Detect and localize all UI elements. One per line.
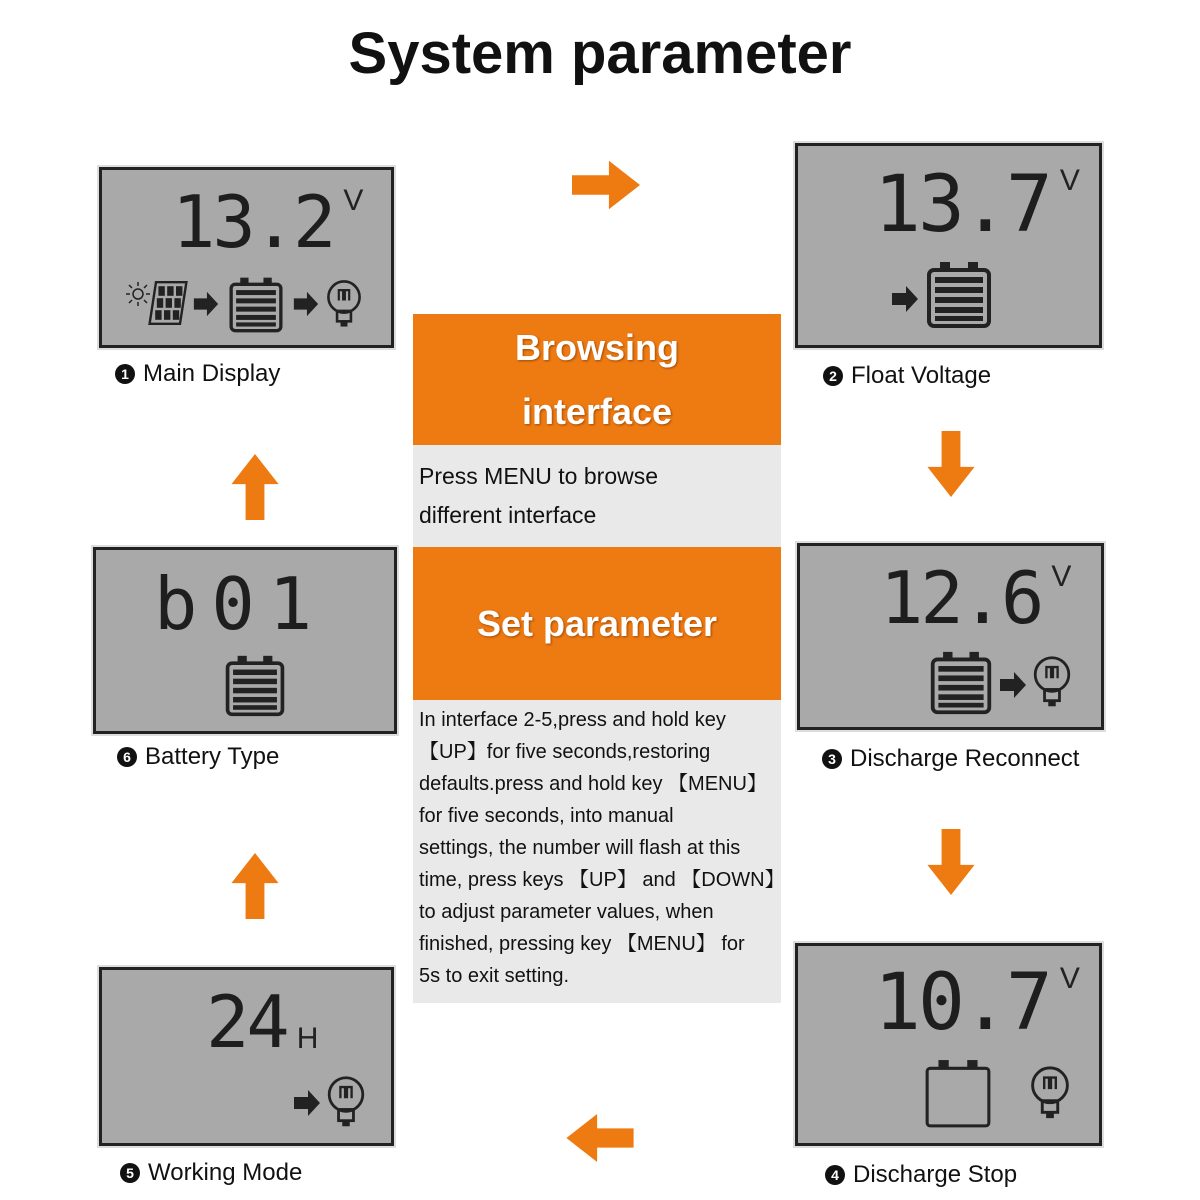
bulb-icon — [1028, 1064, 1072, 1122]
arrow-left-icon — [566, 1114, 634, 1162]
panel-label: Battery Type — [145, 743, 280, 770]
step-number: 5 — [120, 1163, 140, 1183]
lcd-unit: V — [1051, 560, 1072, 593]
lcd-value: b01 — [154, 562, 327, 646]
browsing-text — [413, 445, 781, 547]
step-number: 4 — [825, 1165, 845, 1185]
bulb-icon — [1030, 654, 1074, 710]
arrow-right-icon — [572, 160, 640, 210]
battery-icon — [220, 654, 290, 718]
panel-label: Discharge Stop — [853, 1161, 1018, 1188]
browsing-text-line: Press MENU to browse — [419, 463, 659, 489]
label-main-display — [115, 360, 280, 388]
arrow-down-icon — [927, 431, 975, 497]
lcd-float-voltage — [795, 143, 1102, 348]
lcd-value: 13.2 — [172, 180, 334, 264]
panel-label: Working Mode — [148, 1159, 303, 1186]
panel-label: Discharge Reconnect — [850, 745, 1080, 772]
arrow-down-icon — [927, 829, 975, 895]
instruction-line: defaults.press and hold key 【MENU】 — [419, 773, 767, 795]
lcd-readout — [154, 562, 327, 646]
lcd-readout — [874, 160, 1080, 250]
lcd-value: 10.7 — [874, 958, 1050, 1048]
lcd-unit: H — [296, 1022, 319, 1055]
instruction-line: In interface 2-5,press and hold key — [419, 709, 726, 731]
browsing-text-line: different interface — [419, 502, 597, 528]
arrow-icon — [192, 290, 220, 318]
bulb-icon — [324, 1074, 368, 1130]
bulb-icon — [324, 278, 364, 330]
sun-icon — [126, 282, 150, 306]
arrow-icon — [292, 1088, 322, 1118]
arrow-icon — [292, 290, 320, 318]
battery-icon — [224, 276, 288, 334]
lcd-unit: V — [343, 184, 364, 217]
lcd-readout — [880, 556, 1072, 640]
instruction-line: for five seconds, into manual — [419, 805, 674, 827]
arrow-icon — [890, 284, 920, 314]
arrow-icon — [998, 670, 1028, 700]
arrow-up-icon — [231, 853, 279, 919]
lcd-working-mode — [99, 967, 394, 1146]
lcd-battery-type — [93, 547, 397, 734]
lcd-unit: V — [1059, 164, 1080, 197]
lcd-value: 24 — [206, 980, 287, 1064]
lcd-readout — [206, 980, 319, 1064]
instruction-line: 5s to exit setting. — [419, 965, 570, 987]
label-discharge-reconnect — [822, 745, 1079, 773]
step-number: 1 — [115, 364, 135, 384]
lcd-value: 13.7 — [874, 160, 1050, 250]
instruction-line: 【UP】for five seconds,restoring — [419, 741, 711, 763]
lcd-discharge-reconnect — [797, 543, 1104, 730]
instruction-line: time, press keys 【UP】 and 【DOWN】 — [419, 869, 785, 891]
panel-label: Float Voltage — [851, 362, 992, 389]
label-float-voltage — [823, 362, 991, 390]
browsing-heading-line1: Browsing — [514, 327, 679, 368]
empty-battery-icon — [924, 1058, 992, 1130]
instruction-line: settings, the number will flash at this — [419, 837, 741, 859]
browsing-header — [413, 314, 781, 445]
page-title: System parameter — [348, 21, 852, 86]
step-number: 6 — [117, 747, 137, 767]
label-working-mode — [120, 1159, 302, 1187]
instruction-line: to adjust parameter values, when — [419, 901, 714, 923]
step-number: 2 — [823, 366, 843, 386]
label-battery-type — [117, 743, 279, 771]
lcd-readout — [874, 958, 1080, 1048]
label-discharge-stop — [825, 1161, 1017, 1189]
solar-panel-icon — [148, 278, 188, 328]
browsing-heading-line2: interface — [521, 391, 673, 432]
lcd-readout — [172, 180, 364, 264]
battery-icon — [928, 650, 994, 716]
instruction-line: finished, pressing key 【MENU】 for — [419, 933, 745, 955]
battery-icon — [924, 260, 994, 330]
lcd-value: 12.6 — [880, 556, 1042, 640]
lcd-main-display — [99, 167, 394, 348]
set-parameter-heading: Set parameter — [476, 603, 718, 644]
step-number: 3 — [822, 749, 842, 769]
set-parameter-text — [413, 700, 785, 1003]
arrow-up-icon — [231, 454, 279, 520]
lcd-unit: V — [1059, 962, 1080, 995]
set-parameter-header — [413, 547, 781, 700]
panel-label: Main Display — [143, 360, 281, 387]
lcd-discharge-stop — [795, 943, 1102, 1146]
